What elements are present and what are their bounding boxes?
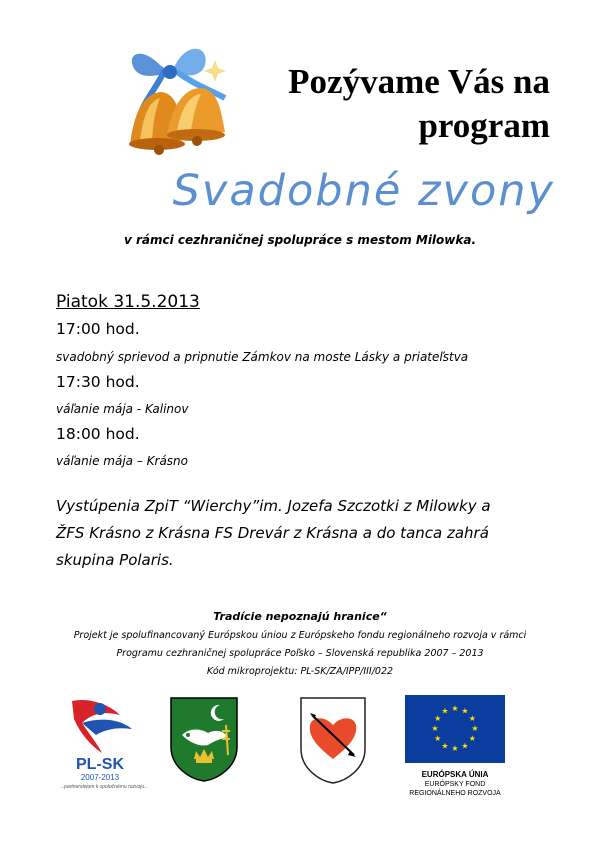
footer-line: Projekt je spolufinancovaný Európskou úniou z Európskeho fondu regionálneho rozvoja v rámci (73, 630, 527, 641)
title-line-1: Pozývame Vás na (288, 62, 550, 101)
performers-line: ŽFS Krásno z Krásna FS Drevár z Krásna a do tanca zahrá (56, 524, 489, 542)
program-time: 17:00 hod. (56, 320, 140, 338)
svg-text:★: ★ (471, 724, 479, 733)
eu-logo (405, 695, 505, 797)
program-description: svadobný sprievod a pripnutie Zámkov na moste Lásky a priateľstva (56, 350, 469, 364)
event-name: Svadobné zvony (172, 166, 555, 216)
plsk-name: PL-SK (76, 756, 124, 773)
footer-line: Kód mikroprojektu: PL-SK/ZA/IPP/III/022 (206, 666, 394, 677)
svg-text:★: ★ (451, 744, 459, 753)
coat-of-arms-dove-icon (168, 695, 240, 783)
title-line-2: program (418, 106, 550, 145)
performers-line: skupina Polaris. (56, 551, 174, 569)
program-time: 18:00 hod. (56, 425, 140, 443)
plsk-tagline: ...partnerstwom k spoločnému rozvoju... (60, 784, 149, 790)
svg-text:★: ★ (431, 724, 439, 733)
plsk-figure-icon (60, 695, 140, 755)
plsk-logo (60, 695, 149, 790)
footer-line: Programu cezhraničnej spolupráce Poľsko – Slovenská republika 2007 – 2013 (116, 648, 484, 659)
program-date: Piatok 31.5.2013 (56, 292, 200, 312)
coat-of-arms-heart-icon (298, 695, 368, 787)
svg-text:★: ★ (441, 741, 449, 751)
subtitle: v rámci cezhraničnej spolupráce s mestom Milowka. (123, 233, 477, 247)
svg-text:★: ★ (434, 734, 442, 743)
svg-text:★: ★ (468, 734, 476, 743)
svg-text:★: ★ (461, 741, 469, 751)
program-description: váľanie mája – Krásno (56, 454, 188, 468)
svg-text:★: ★ (441, 706, 449, 716)
plsk-years: 2007-2013 (80, 773, 120, 782)
eu-line-2: EURÓPSKY FOND (424, 781, 486, 788)
svg-text:★: ★ (461, 706, 469, 716)
svg-text:★: ★ (451, 704, 459, 713)
eu-line-3: REGIONÁLNEHO ROZVOJA (409, 790, 501, 797)
performers-paragraph (56, 493, 556, 574)
svg-text:★: ★ (434, 714, 442, 723)
footer-motto: Tradície nepoznajú hranice“ (213, 610, 387, 623)
performers-line: Vystúpenia ZpiT “Wierchy”im. Jozefa Szczotki z Milowky a (56, 497, 491, 515)
eu-flag-icon (405, 695, 505, 763)
svg-text:★: ★ (468, 714, 476, 723)
wedding-bells-icon (115, 40, 235, 165)
program-time: 17:30 hod. (56, 373, 140, 391)
program-description: váľanie mája - Kalinov (56, 402, 189, 416)
eu-line-1: EURÓPSKA ÚNIA (421, 770, 489, 779)
